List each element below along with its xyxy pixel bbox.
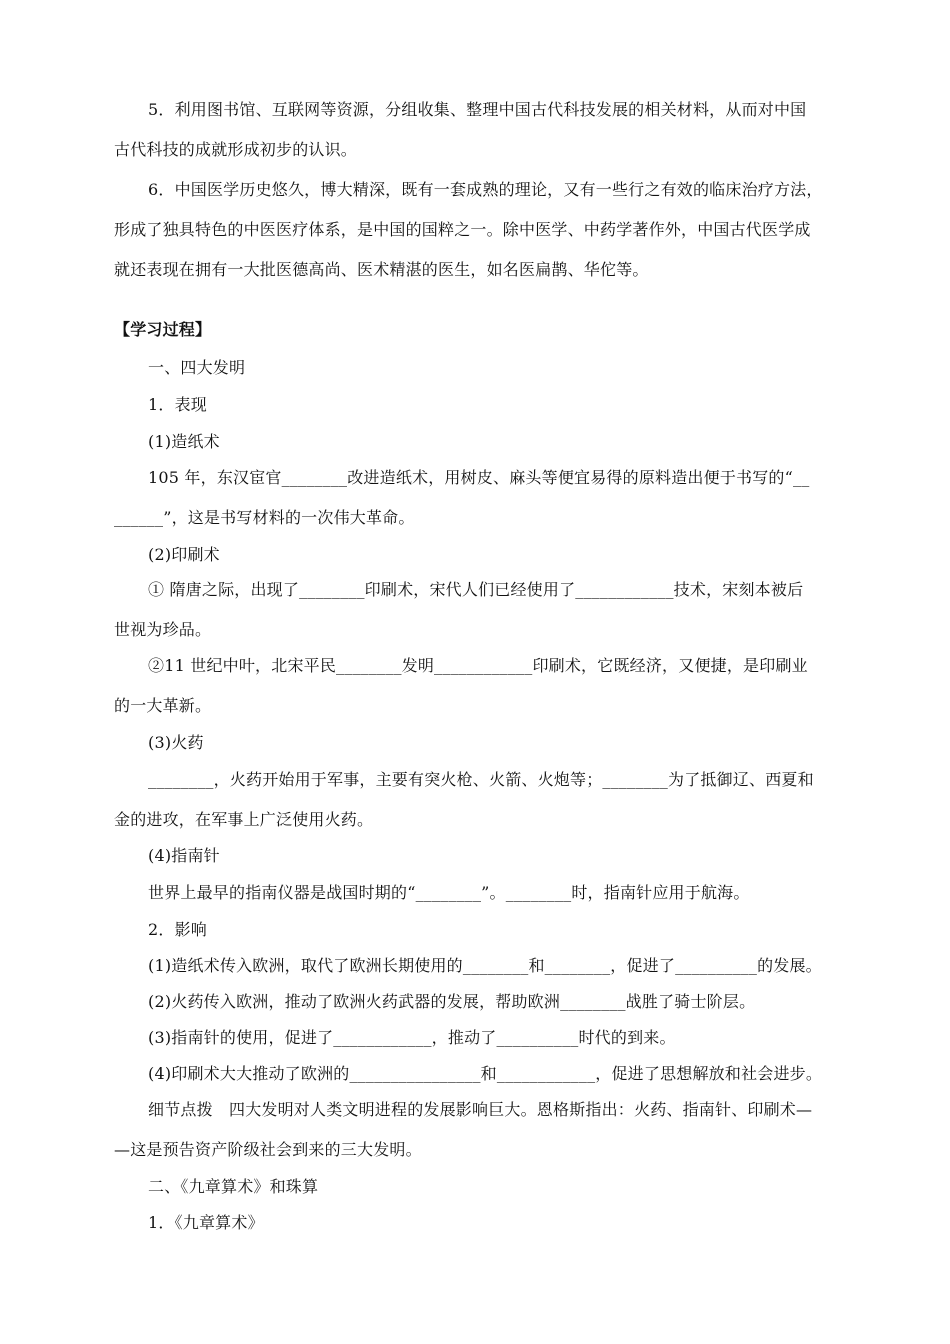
detail-note-b: —这是预告资产阶级社会到来的三大发明。 [114,1140,422,1159]
line-item-6-b: 形成了独具特色的中医医疗体系，是中国的国粹之一。除中医学、中药学著作外，中国古代医学成 [114,220,811,239]
paragraph-printing-1b: 世视为珍品。 [114,620,212,639]
line-item-6-c: 就还表现在拥有一大批医德高尚、医术精湛的医生，如名医扁鹊、华佗等。 [114,260,649,279]
line-item-6-a: 6．中国医学历史悠久，博大精深，既有一套成熟的理论，又有一些行之有效的临床治疗方法， [148,180,823,199]
paragraph-printing-1a: ① 隋唐之际，出现了________印刷术，宋代人们已经使用了____________技术，宋刻本被后 [148,580,804,599]
paragraph-gunpowder-b: 金的进攻，在军事上广泛使用火药。 [114,810,374,829]
subheading-four-inventions: 一、四大发明 [148,358,246,377]
influence-item-2: (2)火药传入欧洲，推动了欧洲火药武器的发展，帮助欧洲________战胜了骑士阶层。 [148,992,756,1011]
subheading-nine-chapters-abacus: 二、《九章算术》和珠算 [148,1177,319,1196]
section-heading-learning-process: 【学习过程】 [114,320,212,339]
paragraph-compass: 世界上最早的指南仪器是战国时期的“________”。________时，指南针应用于航海。 [148,883,750,902]
paragraph-printing-2b: 的一大革新。 [114,696,212,715]
influence-item-3: (3)指南针的使用，促进了____________，推动了__________时代的到来。 [148,1028,676,1047]
paragraph-papermaking-b: ______”，这是书写材料的一次伟大革命。 [114,508,415,527]
influence-item-4: (4)印刷术大大推动了欧洲的________________和____________，促进了思想解放和社会进步。 [148,1064,823,1083]
subheading-influence: 2．影响 [148,920,207,939]
subheading-papermaking: (1)造纸术 [148,432,220,451]
subheading-compass: (4)指南针 [148,846,220,865]
subheading-printing: (2)印刷术 [148,545,220,564]
line-item-5-a: 5．利用图书馆、互联网等资源，分组收集、整理中国古代科技发展的相关材料，从而对中国 [148,100,807,119]
subheading-gunpowder: (3)火药 [148,733,204,752]
paragraph-gunpowder-a: ________，火药开始用于军事，主要有突火枪、火箭、火炮等；________为了抵御辽、西夏和 [148,770,814,789]
paragraph-printing-2a: ②11 世纪中叶，北宋平民________发明____________印刷术，它既经济，又便捷，是印刷业 [148,656,808,675]
influence-item-1: (1)造纸术传入欧洲，取代了欧洲长期使用的________和________，促进了__________的发展。 [148,956,822,975]
paragraph-papermaking-a: 105 年，东汉宦官________改进造纸术，用树皮、麻头等便宜易得的原料造出便于书写的“__ [148,468,810,487]
subheading-nine-chapters: 1．《九章算术》 [148,1213,264,1232]
subheading-manifestation: 1．表现 [148,395,207,414]
detail-note-a: 细节点拨 四大发明对人类文明进程的发展影响巨大。恩格斯指出：火药、指南针、印刷术— [148,1100,813,1119]
line-item-5-b: 古代科技的成就形成初步的认识。 [114,140,358,159]
